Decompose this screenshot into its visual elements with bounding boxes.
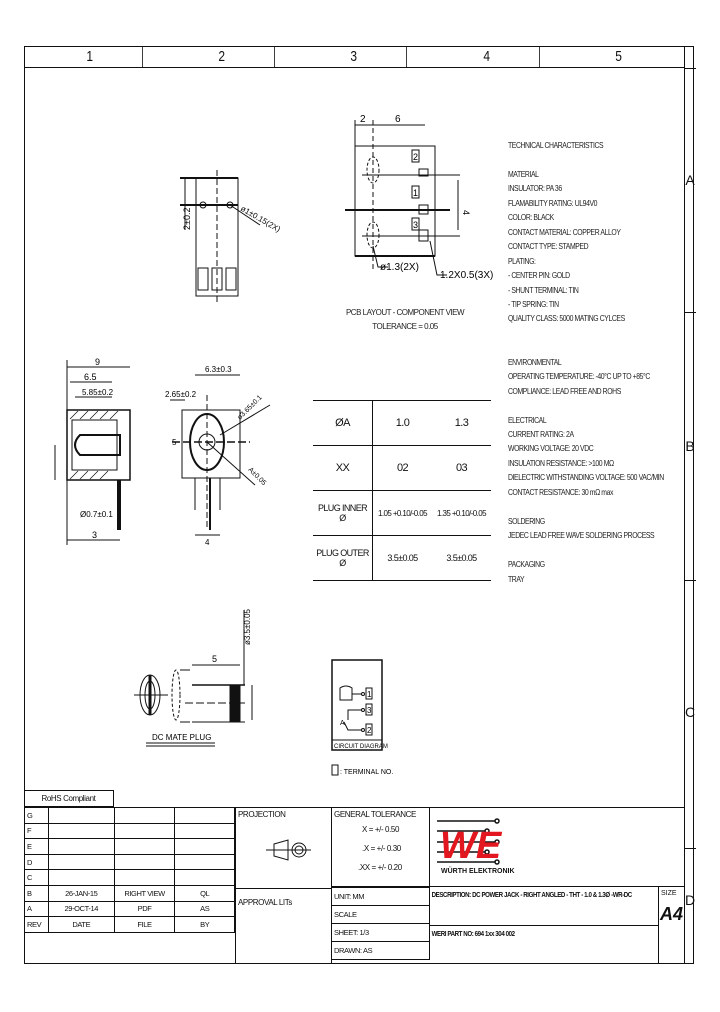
approvals-label: APPROVAL LITs [238, 898, 292, 907]
front-dim-height: 5 [172, 438, 177, 447]
file-header: FILE [114, 917, 175, 933]
front-dim-offset: 2.65±0.2 [165, 390, 197, 399]
circuit-diagram [332, 660, 392, 780]
zone-row-a: A [685, 172, 695, 188]
spec-value: 1.3 [454, 417, 469, 429]
description-cell [430, 887, 658, 926]
pad-callout: 1.2X0.5(3X) [440, 270, 494, 281]
projection-cell [236, 808, 331, 889]
spec-value: 3.5±0.05 [446, 553, 477, 563]
tech-line: CONTACT RESISTANCE: 30 mΩ max [508, 486, 614, 497]
top-view-drawing [180, 170, 280, 310]
scale-label: SCALE [332, 906, 430, 924]
circuit-caption: CIRCUIT DIAGRAM [334, 744, 388, 750]
circuit-pin-1: 1 [367, 690, 372, 699]
zone-sep [684, 312, 696, 313]
front-dim-inner: A±0.05 [246, 466, 268, 488]
sheet-label: SHEET: 1/3 [332, 924, 430, 942]
top-hole-callout: ø1±0.15(2X) [239, 203, 282, 234]
tech-line: OPERATING TEMPERATURE: -40°C UP TO +85°C [508, 371, 650, 382]
tech-line: TRAY [508, 573, 525, 584]
spec-value: 03 [455, 462, 468, 474]
size-label: SIZE [661, 890, 677, 897]
table-row [313, 401, 491, 446]
circuit-pin-3: 3 [367, 706, 372, 715]
size-cell [658, 887, 684, 964]
tech-line: DIELECTRIC WITHSTANDING VOLTAGE: 500 VAC/MIN [508, 472, 664, 483]
top-dim-height: 2±0.2 [182, 207, 192, 230]
rev-cell: G [25, 808, 49, 824]
zone-col-2: 2 [169, 46, 275, 67]
circuit-legend: : TERMINAL NO. [340, 769, 394, 776]
pin-label-1: 1 [413, 188, 419, 198]
by-cell: AS [175, 901, 235, 917]
spec-label: XX [313, 446, 373, 491]
table-row [25, 901, 235, 917]
pin-label-2: 2 [413, 152, 419, 162]
part-number: WERI PART NO: 694 1xx 304 002 [431, 929, 515, 938]
front-dim-spacing: 4 [205, 538, 210, 547]
zone-sep [684, 848, 696, 849]
tech-line: PLATING: [508, 255, 536, 266]
tolerance-line: .XX = +/- 0.20 [358, 863, 402, 872]
tech-line: SOLDERING [508, 515, 545, 526]
tech-line: COMPLIANCE: LEAD FREE AND ROHS [508, 385, 621, 396]
rev-cell: C [25, 870, 49, 886]
tech-line: WORKING VOLTAGE: 20 VDC [508, 443, 594, 454]
spec-value: 3.5±0.05 [387, 553, 418, 563]
general-tolerance-block [332, 807, 430, 887]
zone-col-4: 4 [434, 46, 540, 67]
drawing-info-table [332, 887, 430, 960]
tech-line: ENVIRONMENTAL [508, 356, 562, 367]
tech-line: COLOR: BLACK [508, 212, 554, 223]
wurth-elektronik-logo [435, 816, 515, 876]
drawn-label: DRAWN: AS [332, 942, 430, 960]
zone-col-3: 3 [302, 46, 408, 67]
spec-value: 1.05 +0.10/-0.05 [378, 508, 427, 518]
zone-col-5: 5 [615, 48, 622, 65]
by-cell: QL [175, 885, 235, 901]
table-row [25, 808, 235, 824]
rev-cell: A [25, 901, 49, 917]
projection-label: PROJECTION [238, 810, 286, 819]
spec-value: 1.0 [395, 417, 410, 429]
plug-caption: DC MATE PLUG [152, 733, 212, 742]
side-dim-6.5: 6.5 [84, 372, 97, 382]
table-row [313, 491, 491, 536]
description-block [430, 887, 658, 964]
tech-line: CONTACT TYPE: STAMPED [508, 241, 589, 252]
spec-label: PLUG OUTER Ø [313, 536, 373, 581]
side-dim-inner: 5.85±0.2 [82, 388, 114, 397]
rev-cell: B [25, 885, 49, 901]
spec-label: PLUG INNER Ø [313, 491, 373, 536]
zone-col-1: 1 [37, 46, 143, 67]
zone-column-ruler [24, 46, 684, 68]
tech-line: CURRENT RATING: 2A [508, 429, 574, 439]
brand-name: WÜRTH ELEKTRONIK [441, 868, 515, 875]
tech-title: TECHNICAL CHARACTERISTICS [508, 140, 604, 150]
third-angle-projection-icon [266, 838, 311, 862]
tech-line: JEDEC LEAD FREE WAVE SOLDERING PROCESS [508, 530, 655, 541]
side-dim-pin: Ø0.7±0.1 [80, 510, 113, 519]
rohs-compliant-label: RoHS Compliant [24, 790, 114, 807]
rev-header: REV [25, 917, 49, 933]
table-row [25, 917, 235, 933]
tech-line: - CENTER PIN: GOLD [508, 270, 570, 281]
side-section-drawing [50, 355, 150, 555]
general-tolerance-title: GENERAL TOLERANCE [334, 810, 416, 819]
tech-line: PACKAGING [508, 559, 545, 570]
tech-line: CONTACT MATERIAL: COPPER ALLOY [508, 226, 621, 237]
rev-cell: F [25, 823, 49, 839]
rev-cell: E [25, 839, 49, 855]
file-cell: PDF [114, 901, 175, 917]
pcb-caption-1: PCB LAYOUT - COMPONENT VIEW [345, 308, 465, 317]
table-row [25, 839, 235, 855]
table-row [313, 536, 491, 581]
table-row [25, 823, 235, 839]
table-row [313, 446, 491, 491]
side-dim-3: 3 [92, 530, 98, 540]
spec-value: 02 [396, 462, 409, 474]
spec-label: ØA [313, 401, 373, 446]
pcb-layout-drawing [340, 110, 500, 330]
pin-label-3: 3 [413, 220, 419, 230]
spec-table [313, 400, 491, 581]
zone-row-d: D [684, 892, 696, 908]
tech-line: INSULATION RESISTANCE: >100 MΩ [508, 457, 614, 468]
table-row [25, 885, 235, 901]
tech-line: MATERIAL [508, 168, 539, 179]
zone-row-c: C [684, 704, 696, 720]
projection-approvals-block [235, 807, 332, 964]
technical-characteristics [508, 138, 664, 586]
logo-cell [430, 807, 684, 887]
zone-sep [684, 580, 696, 581]
tech-line: FLAMABILITY RATING: UL94V0 [508, 197, 598, 208]
file-cell: RIGHT VIEW [114, 885, 175, 901]
front-view-drawing [160, 360, 290, 550]
description-text: DESCRIPTION: DC POWER JACK - RIGHT ANGLED - THT - 1.0 & 1.3Ø -WR-DC [431, 890, 632, 899]
tech-line: QUALITY CLASS: 5000 MATING CYLCES [508, 313, 625, 324]
size-value: A4 [659, 904, 683, 924]
unit-label: UNIT: MM [332, 888, 430, 906]
table-row [25, 870, 235, 886]
date-cell: 29-OCT-14 [48, 901, 114, 917]
plug-dim-dia: ø3.5±0.05 [243, 609, 252, 645]
front-dim-width: 6.3±0.3 [205, 365, 232, 374]
date-header: DATE [48, 917, 114, 933]
revision-table [24, 807, 235, 933]
plug-dim-length: 5 [212, 654, 218, 664]
hole-callout: ø1.3(2X) [380, 262, 419, 273]
front-dim-outer: ø3.65±0.1 [236, 394, 264, 422]
tech-line: INSULATOR: PA 36 [508, 183, 562, 194]
pcb-dim-2: 2 [360, 114, 366, 125]
tolerance-line: .X = +/- 0.30 [362, 844, 401, 853]
tech-line: ELECTRICAL [508, 414, 547, 425]
we-mark: WE [440, 825, 502, 867]
by-header: BY [175, 917, 235, 933]
side-dim-9: 9 [95, 357, 101, 367]
pcb-dim-6: 6 [395, 114, 401, 125]
rev-cell: D [25, 854, 49, 870]
tech-line: - SHUNT TERMINAL: TIN [508, 284, 579, 295]
spec-value: 1.35 +0.10/-0.05 [437, 508, 486, 518]
table-row [25, 854, 235, 870]
tech-line: - TIP SPRING: TIN [508, 298, 559, 309]
zone-sep [684, 68, 696, 69]
date-cell: 26-JAN-15 [48, 885, 114, 901]
pcb-caption-2: TOLERANCE = 0.05 [372, 322, 438, 331]
dc-plug-drawing [130, 600, 260, 750]
tolerance-line: X = +/- 0.50 [362, 825, 400, 834]
circuit-pin-a: A [340, 720, 345, 727]
circuit-pin-2: 2 [367, 726, 372, 735]
pcb-dim-4: 4 [461, 210, 471, 216]
zone-row-b: B [685, 438, 695, 454]
